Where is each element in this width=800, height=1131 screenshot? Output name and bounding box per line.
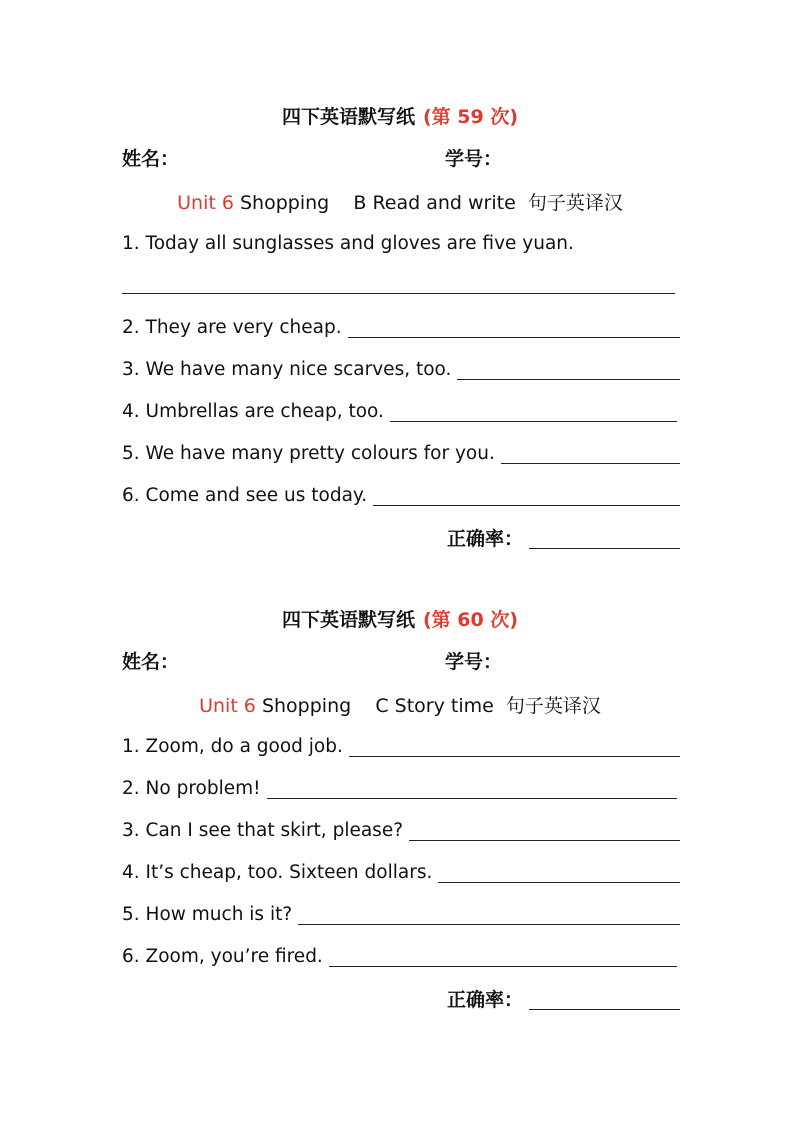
answer-line-5[interactable] bbox=[501, 441, 680, 464]
student-id-label: 学号： bbox=[445, 148, 503, 170]
sentence-text: 5. How much is it? bbox=[122, 904, 293, 925]
sheet-title bbox=[0, 607, 800, 633]
sentence-text: 6. Come and see us today. bbox=[122, 485, 368, 506]
sentence-row-4 bbox=[122, 397, 677, 425]
accuracy-label: 正确率： bbox=[447, 528, 524, 550]
answer-line-6[interactable] bbox=[373, 483, 680, 506]
answer-line-1[interactable] bbox=[122, 293, 675, 294]
unit-topic: Shopping B Read and write 句子英译汉 bbox=[233, 192, 623, 214]
sentence-text: 2. No problem! bbox=[122, 778, 261, 799]
answer-line-4[interactable] bbox=[438, 860, 680, 883]
name-label: 姓名： bbox=[122, 651, 180, 673]
sentence-row-3 bbox=[122, 355, 680, 383]
sentence-text: 1. Today all sunglasses and gloves are five yuan. bbox=[122, 233, 574, 254]
accuracy-row bbox=[447, 985, 680, 1013]
sentence-text: 6. Zoom, you’re fired. bbox=[122, 946, 323, 967]
title-text: 四下英语默写纸 bbox=[281, 609, 415, 631]
title-text: 四下英语默写纸 bbox=[281, 106, 415, 128]
unit-number: Unit 6 bbox=[199, 695, 256, 717]
sheet-title bbox=[0, 104, 800, 130]
sentence-row-6 bbox=[122, 481, 680, 509]
unit-heading bbox=[0, 692, 800, 720]
unit-heading bbox=[0, 189, 800, 217]
sentence-row-2 bbox=[122, 774, 677, 802]
accuracy-row bbox=[447, 524, 680, 552]
sentence-row-1 bbox=[122, 732, 680, 760]
sentence-text: 3. We have many nice scarves, too. bbox=[122, 359, 452, 380]
answer-line-2[interactable] bbox=[267, 776, 677, 799]
name-label: 姓名： bbox=[122, 148, 180, 170]
answer-line-4[interactable] bbox=[390, 399, 677, 422]
sentence-row-6 bbox=[122, 942, 677, 970]
sentence-row-1 bbox=[122, 229, 682, 257]
accuracy-label: 正确率： bbox=[447, 989, 524, 1011]
sentence-row-2 bbox=[122, 313, 680, 341]
sentence-text: 4. It’s cheap, too. Sixteen dollars. bbox=[122, 862, 433, 883]
answer-line-1[interactable] bbox=[349, 734, 680, 757]
sentence-row-3 bbox=[122, 816, 680, 844]
unit-topic: Shopping C Story time 句子英译汉 bbox=[255, 695, 601, 717]
student-id-label: 学号： bbox=[445, 651, 503, 673]
sentence-row-4 bbox=[122, 858, 680, 886]
sentence-text: 4. Umbrellas are cheap, too. bbox=[122, 401, 384, 422]
accuracy-line[interactable] bbox=[529, 987, 680, 1010]
sentence-row-5 bbox=[122, 439, 680, 467]
sentence-row-5 bbox=[122, 900, 680, 928]
answer-line-6[interactable] bbox=[329, 944, 677, 967]
accuracy-line[interactable] bbox=[529, 526, 680, 549]
sentence-text: 2. They are very cheap. bbox=[122, 317, 342, 338]
unit-number: Unit 6 bbox=[177, 192, 234, 214]
sheet-count: (第 59 次) bbox=[422, 106, 519, 128]
sentence-text: 5. We have many pretty colours for you. bbox=[122, 443, 495, 464]
sentence-text: 1. Zoom, do a good job. bbox=[122, 736, 343, 757]
sentence-text: 3. Can I see that skirt, please? bbox=[122, 820, 404, 841]
answer-line-3[interactable] bbox=[457, 357, 680, 380]
answer-line-3[interactable] bbox=[409, 818, 680, 841]
answer-line-5[interactable] bbox=[298, 902, 680, 925]
sheet-count: (第 60 次) bbox=[422, 609, 519, 631]
answer-line-2[interactable] bbox=[348, 315, 680, 338]
